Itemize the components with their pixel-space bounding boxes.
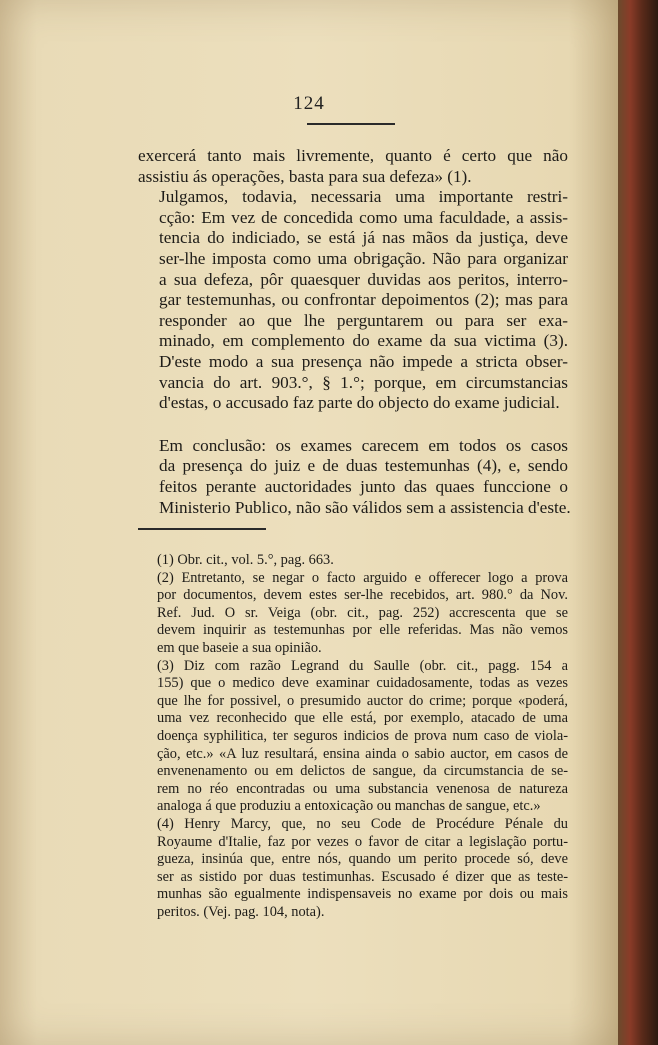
text-line: feitos perante auctoridades junto das quaes funccione o xyxy=(159,476,568,496)
footnote-line: gueza, insinúa que, entre nós, quando um perito procede só, deve xyxy=(157,851,568,868)
text-line: cção: Em vez de concedida como uma faculdade, a assis- xyxy=(159,207,568,227)
text-line: exercerá tanto mais livremente, quanto é certo que não xyxy=(138,146,568,165)
footnote-line: que lhe for possivel, o presumido auctor do crime; porque «poderá, xyxy=(157,692,568,709)
footnote-line: (3) Diz com razão Legrand du Saulle (obr. cit., pagg. 154 a xyxy=(157,657,568,674)
text-line: gar testemunhas, ou confrontar depoimentos (2); mas para xyxy=(159,290,568,310)
footnote-line: envenenamento ou em delictos de sangue, da circumstancia de se- xyxy=(157,763,568,780)
book-binding-edge xyxy=(618,0,658,1045)
text-line: D'este modo a sua presença não impede a stricta obser- xyxy=(159,351,568,371)
footnotes xyxy=(138,552,568,921)
footnote-line: Royaume d'Italie, faz por vezes o favor de citar a legislação portu- xyxy=(157,833,568,850)
footnote-line: devem inquirir as testemunhas por elle referidas. Mas não vemos xyxy=(157,622,568,639)
footnote-rule xyxy=(138,528,266,530)
text-line: Julgamos, todavia, necessaria uma importante restri- xyxy=(159,187,568,207)
footnote-line: doença syphilitica, ter seguros indicios de prova num caso de viola- xyxy=(157,727,568,744)
text-line: a sua defeza, pôr quaesquer duvidas aos peritos, interro- xyxy=(159,269,568,289)
footnote-line: ser as sistido por duas testimunhas. Escusado é dizer que as teste- xyxy=(157,868,568,885)
footnote-line: rem no réo encontradas ou uma substancia venenosa de natureza xyxy=(157,780,568,797)
paragraph-3 xyxy=(138,435,571,518)
text-line: assistiu ás operações, basta para sua defeza» (1). xyxy=(138,166,472,186)
footnote-line: (2) Entretanto, se negar o facto arguido e offerecer logo a prova xyxy=(157,569,568,586)
text-line: ser-lhe imposta como uma obrigação. Não para organizar xyxy=(159,248,568,268)
header-rule xyxy=(307,123,395,125)
text-line: da presença do juiz e de duas testemunhas (4), e, sendo xyxy=(159,456,568,476)
footnote-2 xyxy=(138,570,568,658)
footnote-1 xyxy=(138,552,568,570)
footnote-line: Ref. Jud. O sr. Veiga (obr. cit., pag. 252) accrescenta que se xyxy=(157,604,568,621)
footnote-line: ção, etc.» «A luz resultará, ensina ainda o sabio auctor, em casos de xyxy=(157,745,568,762)
footnote-3 xyxy=(138,658,568,816)
paragraph-2 xyxy=(138,187,568,414)
paragraph-1 xyxy=(138,146,568,187)
footnote-line: analoga á que produziu a entoxicação ou manchas de sangue, etc.» xyxy=(157,798,541,815)
text-line: tencia do indiciado, se está já nas mãos da justiça, deve xyxy=(159,228,568,248)
text-line: responder ao que lhe perguntarem ou para ser exa- xyxy=(159,310,568,330)
text-line: d'estas, o accusado faz parte do objecto do exame judicial. xyxy=(159,393,560,413)
footnote-line: peritos. (Vej. pag. 104, nota). xyxy=(157,903,325,920)
footnote-line: por documentos, devem estes ser-lhe recebidos, art. 980.° da Nov. xyxy=(157,587,568,604)
text-line: minado, em complemento do exame da sua victima (3). xyxy=(159,331,568,351)
footnote-line: munhas são egualmente indispensaveis no exame por dois ou mais xyxy=(157,886,568,903)
footnote-line: (1) Obr. cit., vol. 5.°, pag. 663. xyxy=(157,552,334,568)
page-number: 124 xyxy=(293,93,325,114)
text-line: Ministerio Publico, não são válidos sem a assistencia d'este. xyxy=(159,497,571,517)
footnote-4 xyxy=(138,816,568,922)
text-line: Em conclusão: os exames carecem em todos os casos xyxy=(159,435,568,455)
footnote-line: 155) que o medico deve examinar cuidadosamente, todas as vezes xyxy=(157,675,568,692)
footnote-line: (4) Henry Marcy, que, no seu Code de Procédure Pénale du xyxy=(157,815,568,832)
footnote-line: uma vez reconhecido que elle está, por exemplo, atacado de uma xyxy=(157,710,568,727)
footnote-line: em que baseie a sua opinião. xyxy=(157,639,322,656)
main-text xyxy=(138,146,571,518)
text-line: vancia do art. 903.°, § 1.°; porque, em circumstancias xyxy=(159,372,568,392)
